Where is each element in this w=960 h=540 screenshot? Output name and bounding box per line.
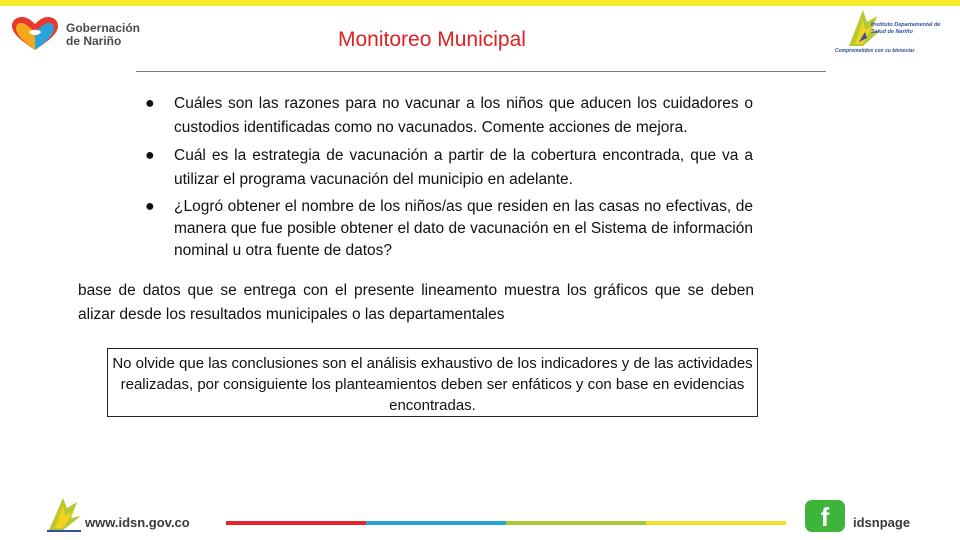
conclusion-note-box: [107, 348, 758, 417]
footer-bar-segment: [226, 521, 366, 525]
idsn-tagline: Comprometidos con su bienestar: [835, 48, 915, 54]
footer-bar-segment: [646, 521, 786, 525]
footer-color-bar: [226, 521, 786, 525]
gob-logo-line-1: Gobernación: [66, 21, 141, 35]
bullet-icon: ●: [145, 147, 155, 164]
footer-bar-segment: [506, 521, 646, 525]
question-text: Cuál es la estrategia de vacunación a partir de la cobertura encontrada, que va a utilizar el programa vacunación del municipio en adelante.: [174, 147, 753, 188]
question-text: Cuáles son las razones para no vacunar a los niños que aducen los cuidadores o custodios identificadas como no vacunados. Comente acciones de mejora.: [174, 95, 753, 136]
facebook-handle-link[interactable]: idsnpage: [853, 515, 911, 530]
bullet-icon: ●: [145, 95, 155, 112]
footer-flame-icon: [45, 496, 83, 532]
top-color-band: [0, 0, 960, 6]
idsn-logo: [835, 8, 953, 60]
conclusion-note-text: No olvide que las conclusiones son el análisis exhaustivo de los indicadores y de las actividades realizadas, por consiguiente los planteamientos deben ser enfáticos y con base en evidencias encontradas.: [112, 355, 753, 414]
gobernacion-logo-text: [66, 22, 140, 48]
header-divider: [136, 71, 826, 72]
question-list: [145, 92, 753, 262]
database-paragraph: base de datos que se entrega con el presente lineamento muestra los gráficos que se deben alizar desde los resultados municipales o las departamentales: [78, 282, 754, 323]
question-item: [145, 144, 753, 192]
gob-logo-line-2: de Nariño: [66, 34, 122, 48]
question-text: ¿Logró obtener el nombre de los niños/as que residen en las casas no efectivas, de manera que fue posible obtener el dato de vacunación en el Sistema de información nominal u otra fuente de datos?: [174, 198, 753, 259]
bullet-icon: ●: [145, 198, 155, 215]
footer-bar-segment: [366, 521, 506, 525]
page-title: Monitoreo Municipal: [338, 28, 526, 51]
facebook-icon[interactable]: f: [805, 500, 845, 532]
gobernacion-narino-logo: [10, 14, 150, 54]
website-link[interactable]: www.idsn.gov.co: [85, 515, 190, 530]
question-item: [145, 196, 753, 262]
heart-logo-icon: [10, 16, 60, 52]
question-item: [145, 92, 753, 140]
idsn-logo-text: Instituto Departamental de Salud de Nariño: [871, 22, 941, 35]
